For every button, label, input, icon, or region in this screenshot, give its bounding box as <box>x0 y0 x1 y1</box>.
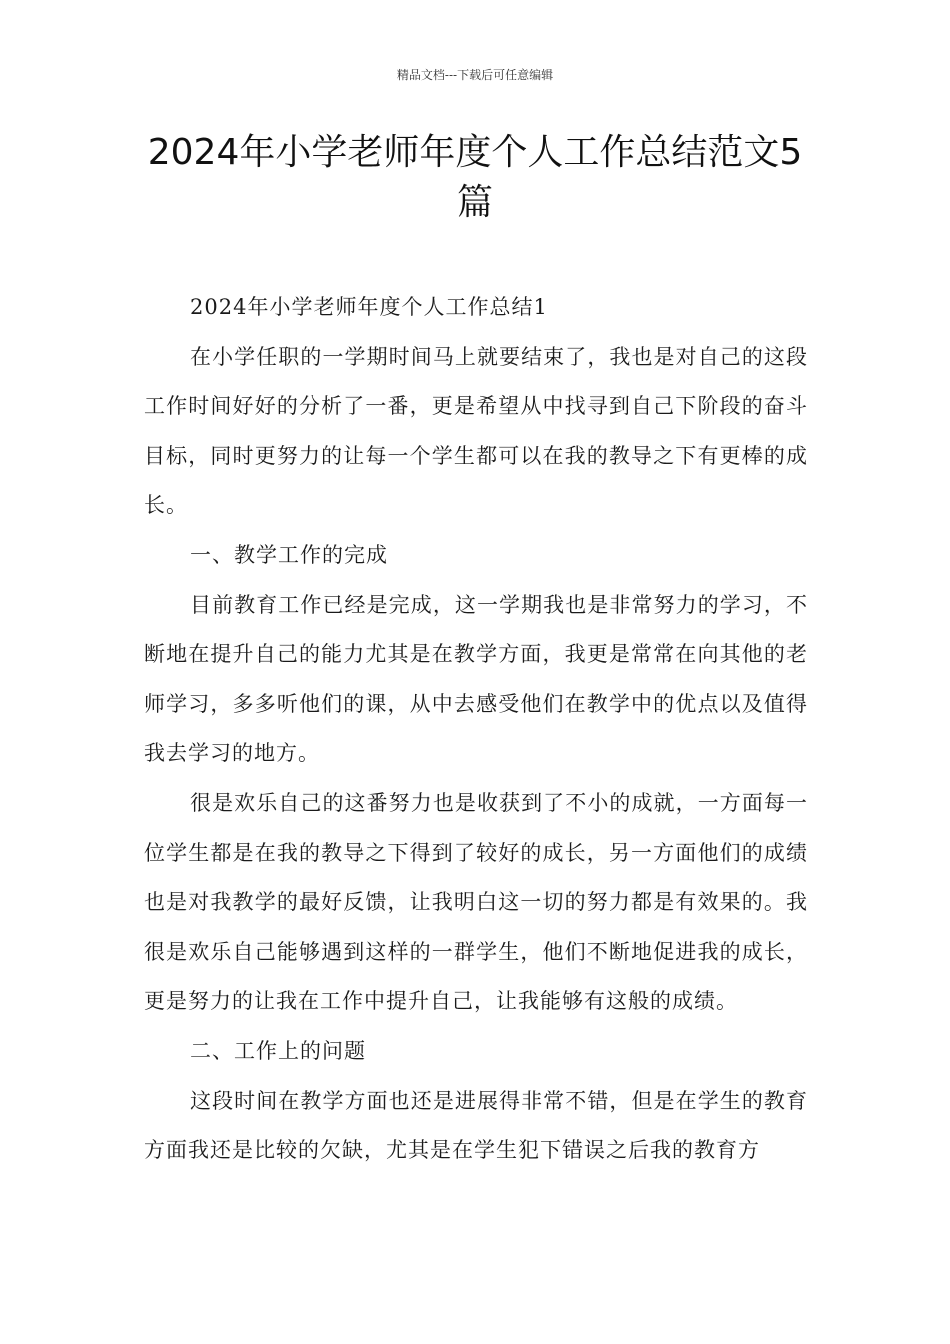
paragraph: 在小学任职的一学期时间马上就要结束了，我也是对自己的这段工作时间好好的分析了一番，更是希望从中找寻到自己下阶段的奋斗目标，同时更努力的让每一个学生都可以在我的教导之下有更棒的成长。 <box>144 344 808 518</box>
paragraph: 很是欢乐自己的这番努力也是收获到了不小的成就，一方面每一位学生都是在我的教导之下得到了较好的成长，另一方面他们的成绩也是对我教学的最好反馈，让我明白这一切的努力都是有效果的。我很是欢乐自己能够遇到这样的一群学生，他们不断地促进我的成长，更是努力的让我在工作中提升自己，让我能够有这般的成绩。 <box>144 790 808 1014</box>
section-heading: 二、工作上的问题 <box>190 1038 366 1063</box>
document-body <box>144 283 808 1176</box>
section-title: 2024年小学老师年度个人工作总结1 <box>190 295 548 319</box>
paragraph: 目前教育工作已经是完成，这一学期我也是非常努力的学习，不断地在提升自己的能力尤其是在教学方面，我更是常常在向其他的老师学习，多多听他们的课，从中去感受他们在教学中的优点以及值得我去学习的地方。 <box>144 592 808 766</box>
document-title: 2024年小学老师年度个人工作总结范文5篇 <box>147 132 803 223</box>
section-heading: 一、教学工作的完成 <box>190 542 388 567</box>
paragraph: 这段时间在教学方面也还是进展得非常不错，但是在学生的教育方面我还是比较的欠缺，尤其是在学生犯下错误之后我的教育方 <box>144 1088 808 1163</box>
header-note: 精品文档---下载后可任意编辑 <box>396 68 554 82</box>
